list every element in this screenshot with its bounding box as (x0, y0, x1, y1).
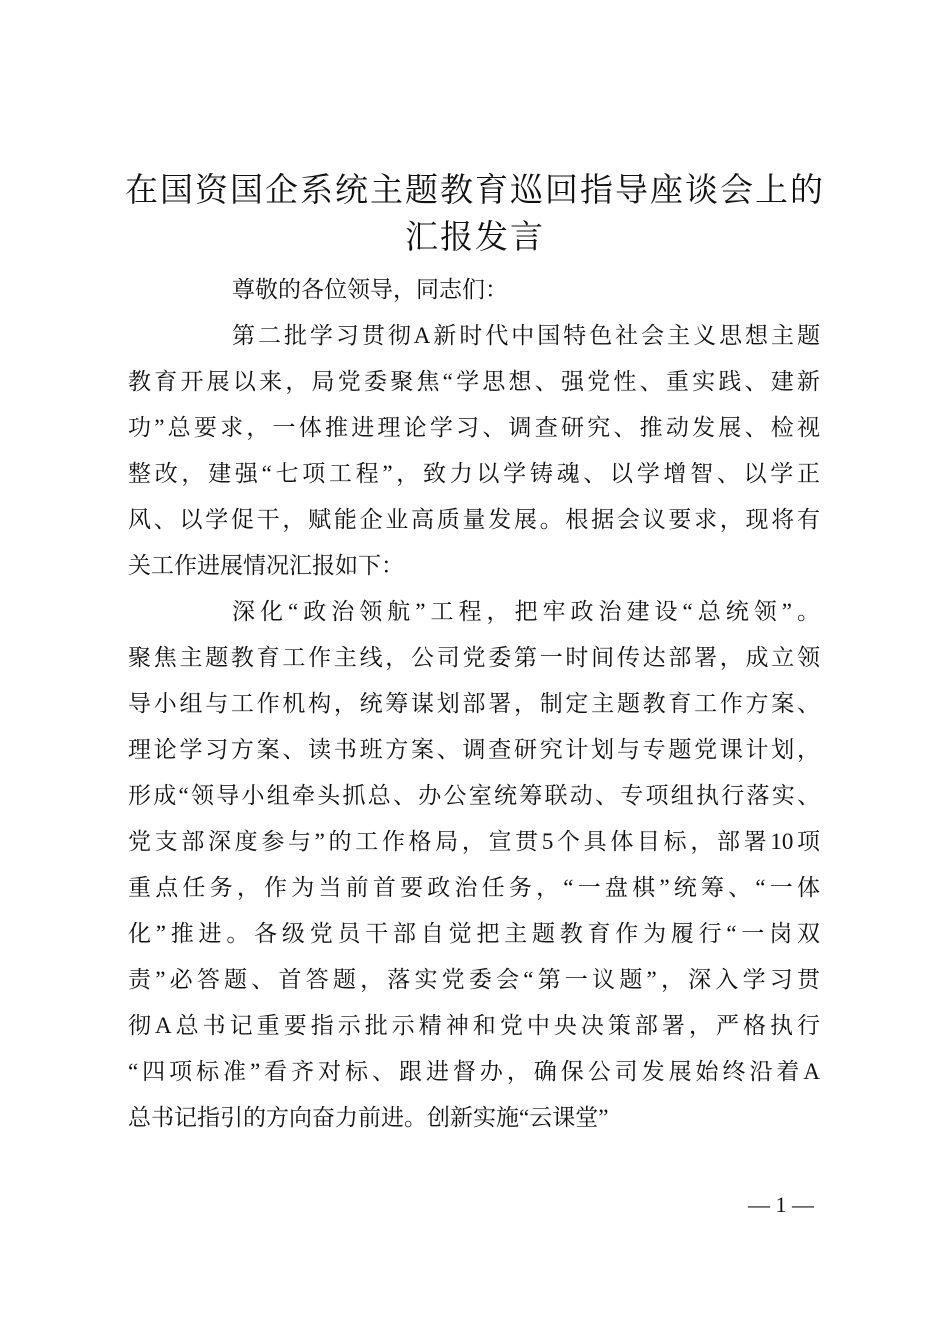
text-line: 总书记指引的方向奋力前进。创新实施“云课堂” (128, 1105, 609, 1130)
text-line: 聚焦主题教育工作主线，公司党委第一时间传达部署，成立领 (128, 645, 820, 670)
text-line: 整改，建强“七项工程”，致力以学铸魂、以学增智、以学正 (128, 461, 820, 486)
document-title (110, 168, 840, 262)
paragraph-political-leadership (128, 589, 820, 1141)
title-line: 在国资国企系统主题教育巡回指导座谈会上的 (125, 173, 825, 209)
text-line: 第二批学习贯彻A新时代中国特色社会主义思想主题 (232, 323, 820, 348)
document-body (128, 267, 820, 1141)
salutation: 尊敬的各位领导，同志们： (232, 277, 508, 302)
text-line: 导小组与工作机构，统筹谋划部署，制定主题教育工作方案、 (128, 691, 820, 716)
text-line: 责”必答题、首答题，落实党委会“第一议题”，深入学习贯 (128, 967, 820, 992)
text-line: 重点任务，作为当前首要政治任务，“一盘棋”统筹、“一体 (128, 875, 820, 900)
text-line: 功”总要求，一体推进理论学习、调查研究、推动发展、检视 (128, 415, 820, 440)
text-line: 彻A总书记重要指示批示精神和党中央决策部署，严格执行 (128, 1013, 820, 1038)
text-line: 党支部深度参与”的工作格局，宣贯5个具体目标，部署10项 (128, 829, 820, 854)
text-line: 形成“领导小组牵头抓总、办公室统筹联动、专项组执行落实、 (128, 783, 820, 808)
page-number: — 1 — (748, 1192, 814, 1217)
text-line: “四项标准”看齐对标、跟进督办，确保公司发展始终沿着A (128, 1059, 820, 1084)
text-line: 关工作进展情况汇报如下： (128, 553, 404, 578)
text-line: 教育开展以来，局党委聚焦“学思想、强党性、重实践、建新 (128, 369, 820, 394)
text-line: 化”推进。各级党员干部自觉把主题教育作为履行“一岗双 (128, 921, 820, 946)
title-line: 汇报发言 (405, 220, 545, 256)
text-line: 深化“政治领航”工程，把牢政治建设“总统领”。 (232, 599, 820, 624)
text-line: 风、以学促干，赋能企业高质量发展。根据会议要求，现将有 (128, 507, 820, 532)
text-line: 理论学习方案、读书班方案、调查研究计划与专题党课计划， (128, 737, 820, 762)
paragraph-intro (128, 313, 820, 589)
